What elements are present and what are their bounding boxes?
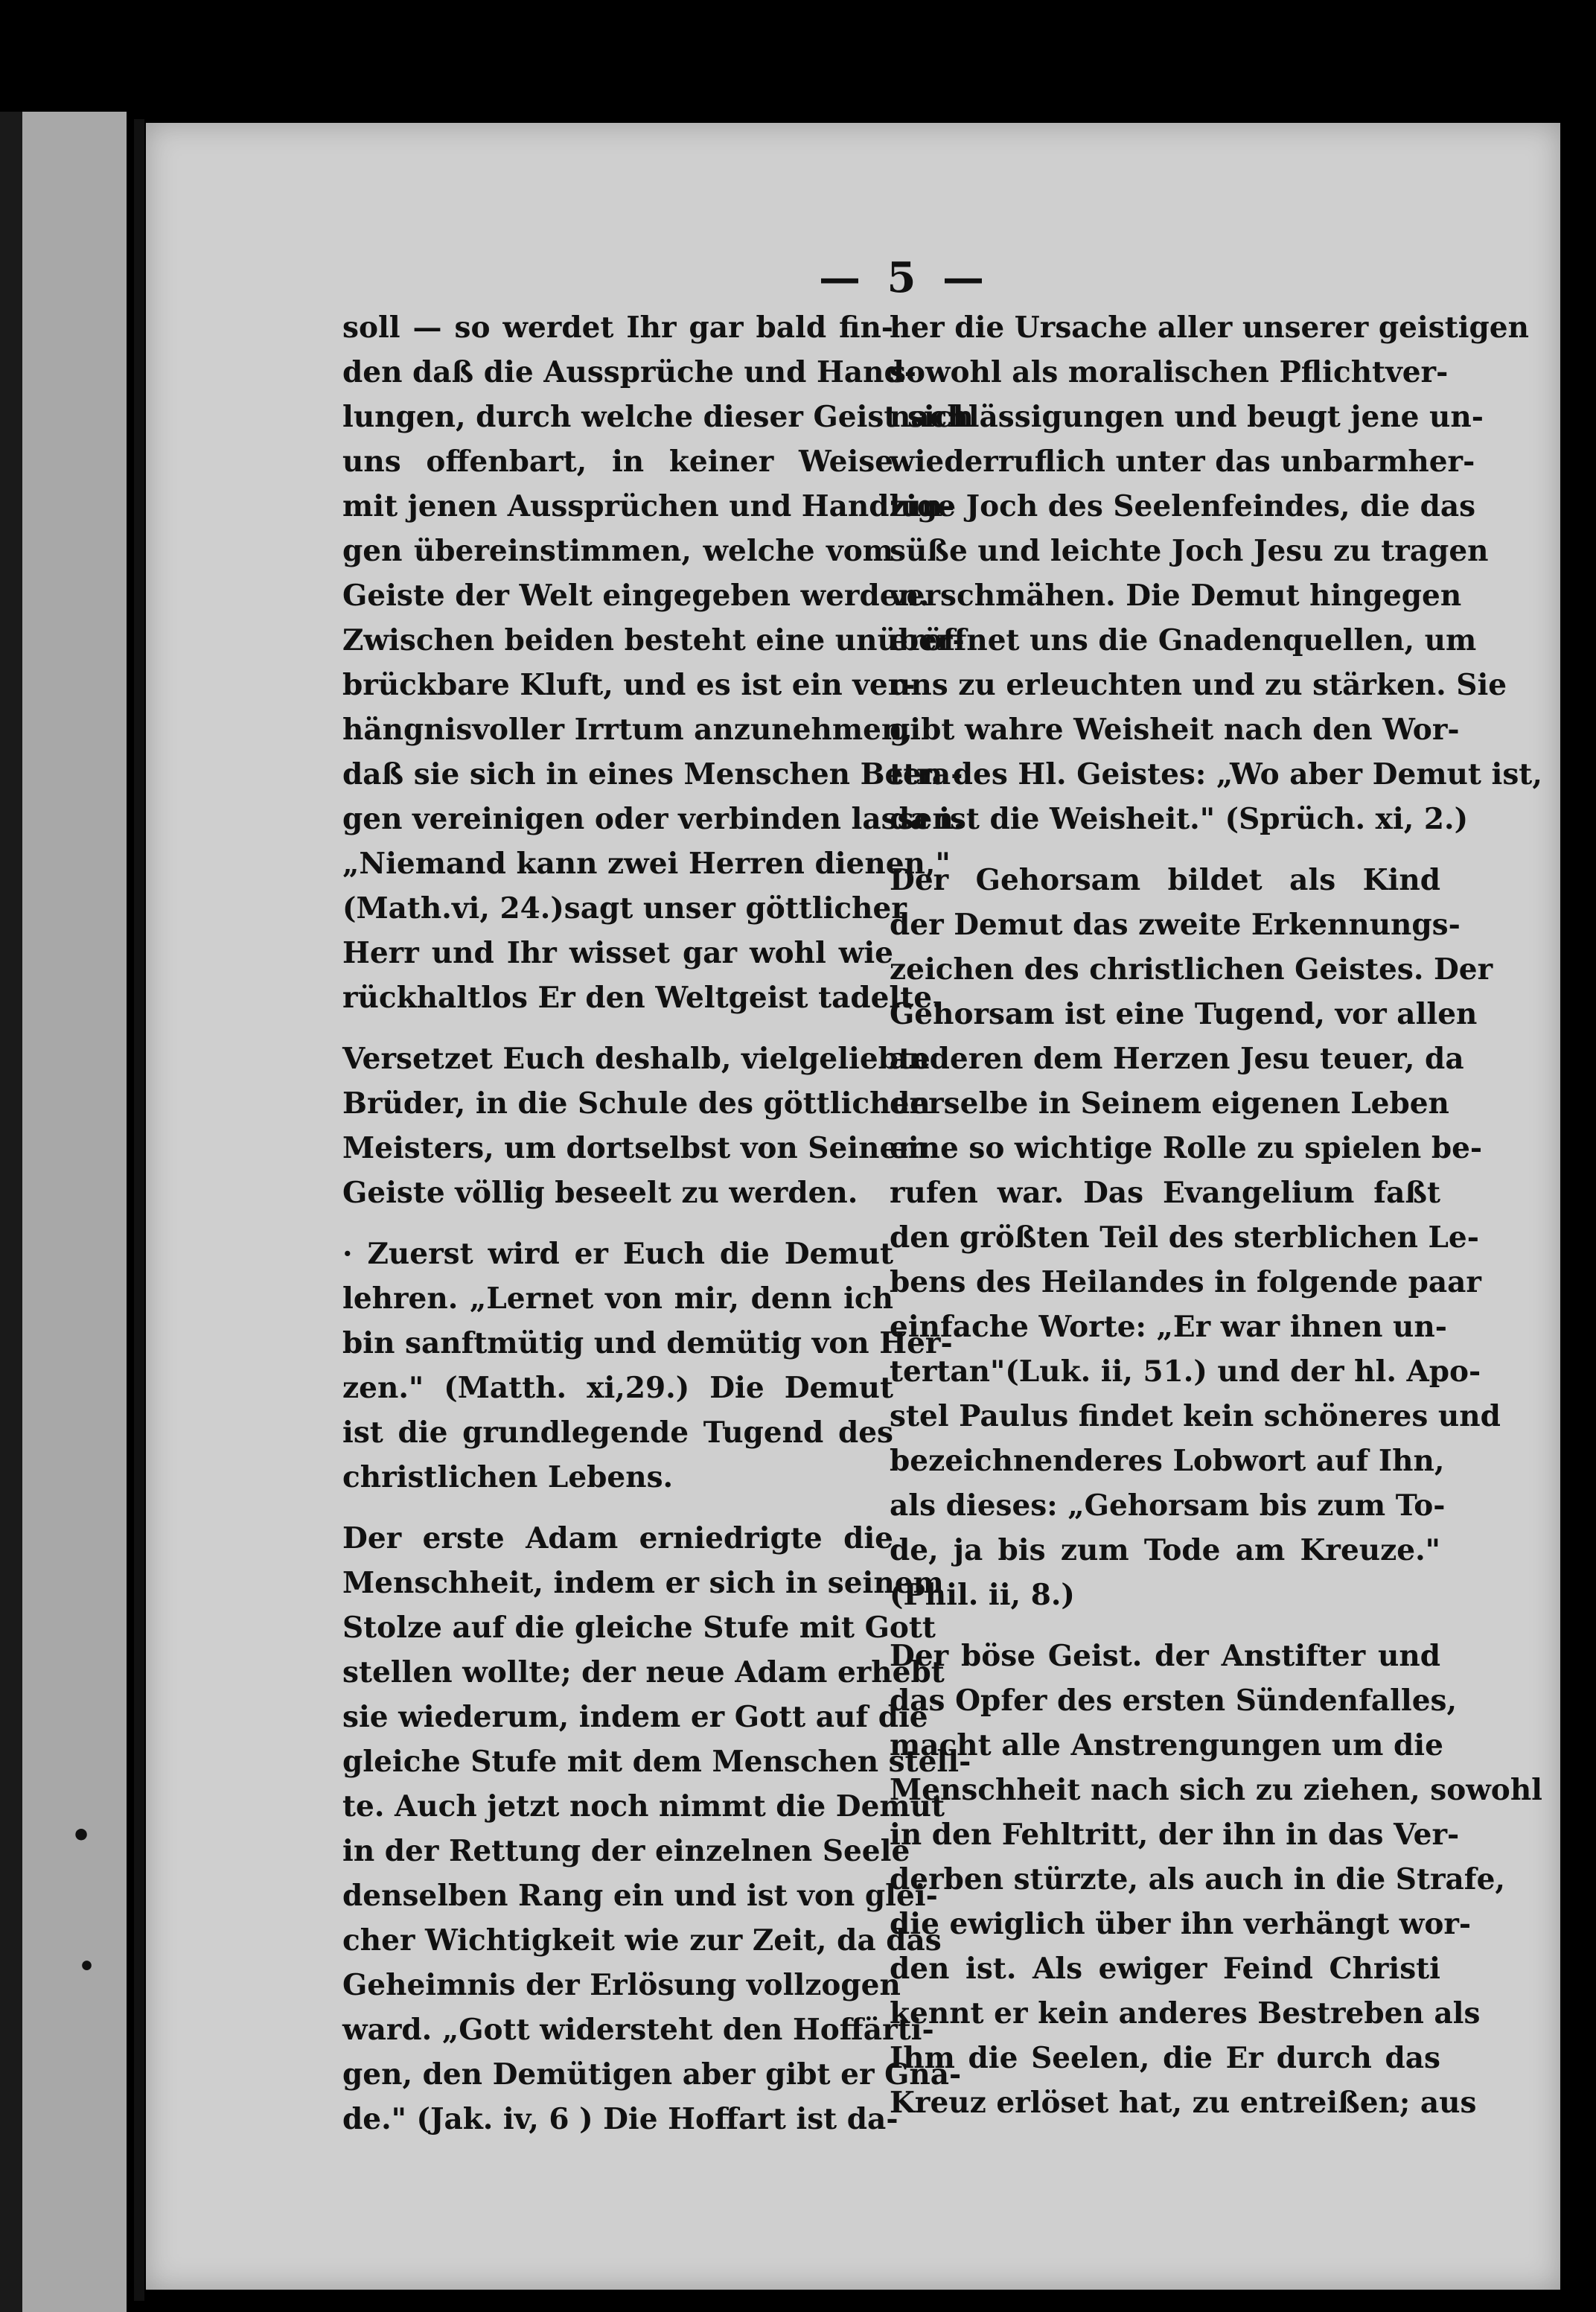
text-line: Der erste Adam erniedrigte die xyxy=(342,1521,893,1555)
text-line: der Demut das zweite Erkennungs- xyxy=(890,908,1461,942)
text-line: derselbe in Seinem eigenen Leben xyxy=(890,1086,1449,1121)
text-line: sie wiederum, indem er Gott auf die xyxy=(342,1700,928,1734)
right-text-column xyxy=(890,305,1542,2125)
text-line: gibt wahre Weisheit nach den Wor- xyxy=(890,713,1460,747)
text-line: gen übereinstimmen, welche vom xyxy=(342,534,893,568)
text-line: her die Ursache aller unserer geistigen xyxy=(890,311,1529,345)
text-line: gen, den Demütigen aber gibt er Gna- xyxy=(342,2057,962,2092)
text-line: mit jenen Aussprüchen und Handlun- xyxy=(342,489,955,523)
text-line: Ihm die Seelen, die Er durch das xyxy=(890,2041,1440,2075)
text-line: lehren. „Lernet von mir, denn ich xyxy=(342,1281,893,1316)
paragraph-gap xyxy=(890,841,1440,858)
text-line: zige Joch des Seelenfeindes, die das xyxy=(890,489,1476,523)
text-line: Stolze auf die gleiche Stufe mit Gott xyxy=(342,1611,936,1645)
text-line: ten des Hl. Geistes: „Wo aber Demut ist, xyxy=(890,757,1542,792)
text-line: hängnisvoller Irrtum anzunehmen, xyxy=(342,713,913,747)
text-line: de." (Jak. iv, 6 ) Die Hoffart ist da- xyxy=(342,2102,898,2136)
text-line: rufen war. Das Evangelium faßt xyxy=(890,1176,1440,1210)
text-line: Geiste völlig beseelt zu werden. xyxy=(342,1176,858,1210)
text-line: in den Fehltritt, der ihn in das Ver- xyxy=(890,1818,1460,1852)
text-line: Menschheit nach sich zu ziehen, sowohl xyxy=(890,1773,1542,1807)
text-line: · Zuerst wird er Euch die Demut xyxy=(342,1237,893,1271)
text-line: uns zu erleuchten und zu stärken. Sie xyxy=(890,668,1507,702)
text-line: süße und leichte Joch Jesu zu tragen xyxy=(890,534,1489,568)
text-line: ward. „Gott widersteht den Hoffärti- xyxy=(342,2013,934,2047)
text-line: in der Rettung der einzelnen Seele xyxy=(342,1834,910,1868)
paragraph-gap xyxy=(890,1617,1440,1634)
paragraph-gap xyxy=(342,1020,893,1036)
text-line: bens des Heilandes in folgende paar xyxy=(890,1265,1481,1299)
text-line: soll — so werdet Ihr gar bald fin- xyxy=(342,311,893,345)
text-line: sowohl als moralischen Pflichtver- xyxy=(890,355,1449,389)
text-line: te. Auch jetzt noch nimmt die Demut xyxy=(342,1789,945,1824)
page-gutter xyxy=(134,119,144,2301)
text-line: Gehorsam ist eine Tugend, vor allen xyxy=(890,997,1478,1031)
text-line: einfache Worte: „Er war ihnen un- xyxy=(890,1310,1447,1344)
text-line: wiederruflich unter das unbarmher- xyxy=(890,445,1475,479)
text-line: Brüder, in die Schule des göttlichen xyxy=(342,1086,931,1121)
text-line: Versetzet Euch deshalb, vielgeliebte xyxy=(342,1042,931,1076)
text-line: Geheimnis der Erlösung vollzogen xyxy=(342,1968,901,2002)
scan-border xyxy=(0,112,22,2312)
text-line: den größten Teil des sterblichen Le- xyxy=(890,1220,1479,1255)
text-line: Zwischen beiden besteht eine unüber- xyxy=(342,623,965,657)
text-line: lungen, durch welche dieser Geist sich xyxy=(342,400,974,434)
paragraph-gap xyxy=(342,1215,893,1232)
text-line: stellen wollte; der neue Adam erhebt xyxy=(342,1655,945,1690)
text-line: Der böse Geist. der Anstifter und xyxy=(890,1639,1440,1673)
text-line: als dieses: „Gehorsam bis zum To- xyxy=(890,1488,1446,1523)
text-line: tertan"(Luk. ii, 51.) und der hl. Apo- xyxy=(890,1354,1481,1389)
text-line: den daß die Aussprüche und Hand- xyxy=(342,355,916,389)
text-line: bin sanftmütig und demütig von Her- xyxy=(342,1326,953,1360)
text-line: denselben Rang ein und ist von glei- xyxy=(342,1879,938,1913)
text-line: das Opfer des ersten Sündenfalles, xyxy=(890,1684,1458,1718)
text-line: uns offenbart, in keiner Weise xyxy=(342,445,893,479)
margin-mark-icon: • xyxy=(78,1951,96,1982)
text-line: brückbare Kluft, und es ist ein ver- xyxy=(342,668,916,702)
text-line: da ist die Weisheit." (Sprüch. xi, 2.) xyxy=(890,802,1469,836)
text-line: daß sie sich in eines Menschen Betra- xyxy=(342,757,963,792)
text-line: Kreuz erlöset hat, zu entreißen; aus xyxy=(890,2086,1477,2120)
text-line: derben stürzte, als auch in die Strafe, xyxy=(890,1862,1505,1897)
text-line: bezeichnenderes Lobwort auf Ihn, xyxy=(890,1444,1445,1478)
text-line: christlichen Lebens. xyxy=(342,1460,674,1494)
text-line: Meisters, um dortselbst von Seinem xyxy=(342,1131,929,1165)
text-line: (Phil. ii, 8.) xyxy=(890,1578,1075,1612)
text-line: gleiche Stufe mit dem Menschen stell- xyxy=(342,1745,971,1779)
text-line: gen vereinigen oder verbinden lassen. xyxy=(342,802,964,836)
text-line: den ist. Als ewiger Feind Christi xyxy=(890,1952,1440,1986)
text-line: zen." (Matth. xi,29.) Die Demut xyxy=(342,1371,893,1405)
paragraph-gap xyxy=(342,1500,893,1516)
text-line: die ewiglich über ihn verhängt wor- xyxy=(890,1907,1472,1941)
text-line: de, ja bis zum Tode am Kreuze." xyxy=(890,1533,1440,1567)
text-line: nachlässigungen und beugt jene un- xyxy=(890,400,1484,434)
text-line: zeichen des christlichen Geistes. Der xyxy=(890,952,1493,987)
text-line: macht alle Anstrengungen um die xyxy=(890,1728,1443,1762)
page-number: — 5 — xyxy=(819,253,990,302)
text-line: Der Gehorsam bildet als Kind xyxy=(890,863,1440,897)
text-line: (Math.vi, 24.)sagt unser göttlicher xyxy=(342,891,907,926)
text-line: anderen dem Herzen Jesu teuer, da xyxy=(890,1042,1464,1076)
text-line: eröffnet uns die Gnadenquellen, um xyxy=(890,623,1477,657)
text-line: cher Wichtigkeit wie zur Zeit, da das xyxy=(342,1923,942,1958)
text-line: verschmähen. Die Demut hingegen xyxy=(890,579,1462,613)
text-line: rückhaltlos Er den Weltgeist tadelte. xyxy=(342,981,942,1015)
margin-mark-icon: • xyxy=(71,1817,92,1855)
text-line: kennt er kein anderes Bestreben als xyxy=(890,1996,1481,2031)
text-line: ist die grundlegende Tugend des xyxy=(342,1415,893,1450)
text-line: Menschheit, indem er sich in seinem xyxy=(342,1566,944,1600)
text-line: stel Paulus findet kein schöneres und xyxy=(890,1399,1501,1433)
text-line: „Niemand kann zwei Herren dienen," xyxy=(342,847,951,881)
left-text-column xyxy=(342,305,974,2141)
text-line: Geiste der Welt eingegeben werden. xyxy=(342,579,930,613)
text-line: eine so wichtige Rolle zu spielen be- xyxy=(890,1131,1483,1165)
text-line: Herr und Ihr wisset gar wohl wie xyxy=(342,936,893,970)
